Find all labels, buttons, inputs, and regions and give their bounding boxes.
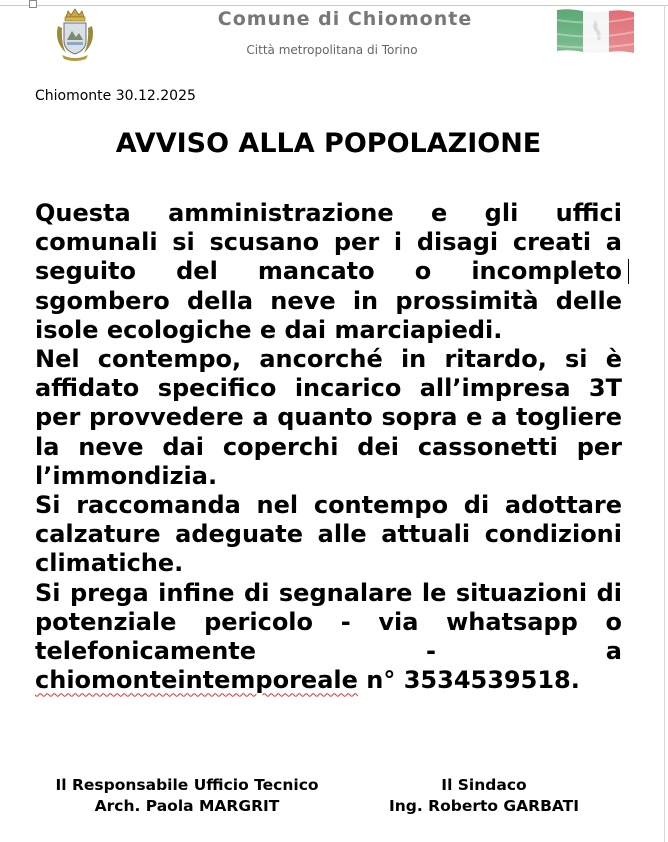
- comune-title: Comune di Chiomonte: [217, 8, 473, 30]
- body-paragraph-4-end: [35, 666, 622, 695]
- phone-number-text: n° 3534539518.: [357, 666, 580, 695]
- signature-right-role: Il Sindaco: [441, 776, 527, 794]
- text-cursor: [628, 259, 629, 284]
- notice-title: AVVISO ALLA POPOLAZIONE: [115, 128, 542, 159]
- date-line: Chiomonte 30.12.2025: [35, 88, 196, 104]
- italian-flag-icon: [557, 8, 634, 53]
- signature-left-name: Arch. Paola MARGRIT: [94, 797, 280, 815]
- body-paragraph-4: Si prega infine di segnalare le situazioni di potenziale pericolo - via whatsapp o telefonicamente - a: [35, 578, 622, 666]
- body-paragraph-1: Questa amministrazione e gli uffici comunali si scusano per i disagi creati a seguito del mancato o incompleto sgombero della neve in prossimità delle isole ecologiche e dai marciapiedi.: [35, 199, 622, 344]
- page-edge-right: [664, 5, 665, 842]
- signature-technical-office: [38, 775, 336, 817]
- page-edge-top: [0, 5, 668, 6]
- signature-left-role: Il Responsabile Ufficio Tecnico: [55, 776, 319, 794]
- municipal-crest-icon: [52, 8, 98, 62]
- page-corner-marker: [29, 0, 37, 8]
- body-paragraph-2: Nel contempo, ancorché in ritardo, si è affidato specifico incarico all’impresa 3T per provvedere a quanto sopra e a togliere la neve dai coperchi dei cassonetti per l’immondizia.: [35, 345, 622, 490]
- signature-mayor: [370, 775, 598, 817]
- comune-subtitle: Città metropolitana di Torino: [246, 43, 418, 57]
- spellcheck-flagged-word: chiomonteintemporeale: [35, 666, 358, 695]
- notice-body: [35, 199, 622, 695]
- signature-right-name: Ing. Roberto GARBATI: [388, 797, 580, 815]
- body-paragraph-3: Si raccomanda nel contempo di adottare calzature adeguate alle attuali condizioni climatiche.: [35, 491, 622, 578]
